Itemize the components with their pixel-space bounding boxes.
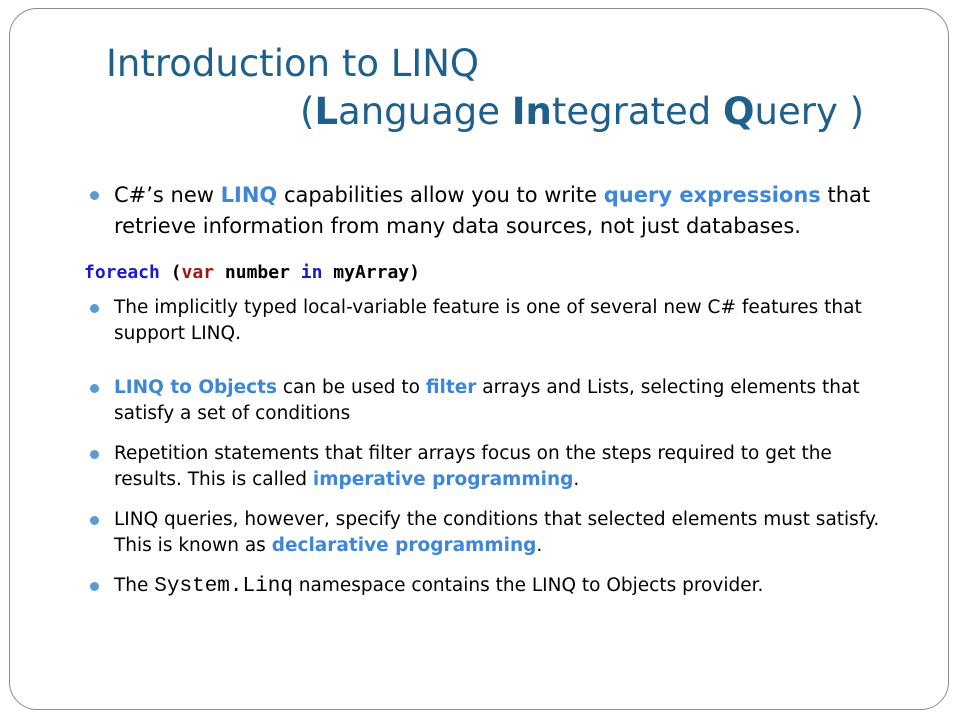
bullet-text: arrays and Lists, selecting elements that satisfy a set of conditions bbox=[114, 377, 860, 424]
bullet-imperative bbox=[84, 441, 884, 493]
title-part: tegrated bbox=[551, 90, 724, 134]
slide-title bbox=[106, 42, 864, 135]
highlight-term: filter bbox=[425, 377, 477, 398]
title-part: uery ) bbox=[754, 90, 865, 134]
code-text: ( bbox=[159, 262, 182, 283]
title-line-2 bbox=[106, 90, 864, 134]
bullet-text: . bbox=[536, 535, 543, 556]
highlight-term: LINQ to Objects bbox=[114, 377, 277, 398]
code-keyword: in bbox=[300, 262, 323, 283]
highlight-term: declarative programming bbox=[271, 535, 537, 556]
code-inline: System.Linq bbox=[154, 575, 293, 598]
title-part-bold: Q bbox=[723, 90, 755, 134]
bullet-text: can be used to bbox=[277, 377, 426, 398]
bullet-text: The implicitly typed local-variable feature is one of several new C# features that support LINQ. bbox=[114, 297, 862, 344]
code-text: myArray) bbox=[322, 262, 420, 283]
bullet-text: C#’s new bbox=[114, 183, 221, 207]
title-part-bold: In bbox=[511, 90, 552, 134]
bullet-text: capabilities allow you to write bbox=[277, 183, 604, 207]
title-line-1: Introduction to LINQ bbox=[106, 42, 480, 85]
title-part: ( bbox=[300, 90, 315, 134]
code-keyword: foreach bbox=[84, 262, 160, 283]
highlight-term: imperative programming bbox=[312, 469, 574, 490]
slide-body bbox=[84, 180, 884, 614]
bullet-linq-capabilities bbox=[84, 180, 884, 242]
bullet-linq-to-objects bbox=[84, 375, 884, 427]
bullet-text: The bbox=[114, 575, 155, 596]
code-keyword: var bbox=[181, 262, 215, 283]
highlight-term: query expressions bbox=[603, 183, 821, 207]
bullet-text: that retrieve information from many data sources, not just databases. bbox=[114, 183, 871, 238]
bullet-implicit-typing bbox=[84, 295, 884, 347]
bullet-text: . bbox=[573, 469, 580, 490]
bullet-text: namespace contains the LINQ to Objects provider. bbox=[292, 575, 764, 596]
bullet-text: Repetition statements that filter arrays focus on the steps required to get the results. This is called bbox=[114, 443, 832, 490]
title-part-bold: L bbox=[314, 90, 339, 134]
highlight-term: LINQ bbox=[220, 183, 278, 207]
code-text: number bbox=[214, 262, 301, 283]
bullet-text: LINQ queries, however, specify the conditions that selected elements must satisfy. This is known as bbox=[114, 509, 880, 556]
bullet-declarative bbox=[84, 507, 884, 559]
code-snippet bbox=[84, 262, 884, 283]
bullet-system-linq bbox=[84, 573, 884, 600]
title-part: anguage bbox=[338, 90, 512, 134]
